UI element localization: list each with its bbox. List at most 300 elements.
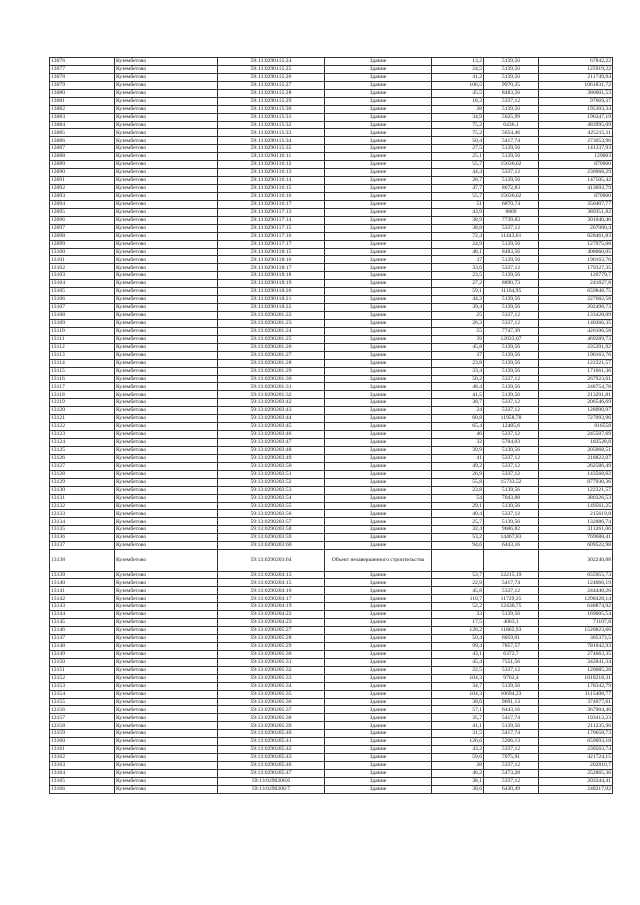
settlement-name: Кузембетово [115,343,218,351]
cadastral-value: 877930,36 [539,478,613,486]
settlement-name: Кузембетово [115,627,218,635]
area-value: 45,4 [432,658,484,666]
area-value: 94,6 [432,542,484,550]
object-type: Здание [325,415,432,423]
object-type: Здание [325,105,432,113]
unit-price: 5337,12 [484,462,539,470]
area-value: 23,8 [432,486,484,494]
table-row [50,666,613,674]
unit-price: 15636,62 [484,192,539,200]
unit-price: 5337,12 [484,169,539,177]
settlement-name: Кузембетово [115,682,218,690]
table-row [50,343,613,351]
unit-price: 5473,28 [484,769,539,777]
cadastral-number: 59:13:0290204:22 [218,611,325,619]
area-value: 57,1 [432,706,484,714]
cadastral-number: 59:13:0290117:13 [218,208,325,216]
table-row [50,698,613,706]
row-number: 13165 [50,777,115,785]
cadastral-number: 59:13:0290203:57 [218,518,325,526]
row-number: 13128 [50,470,115,478]
settlement-name: Кузембетово [115,407,218,415]
row-number: 13099 [50,240,115,248]
cadastral-value: 215619,8 [539,510,613,518]
unit-price: 5417,74 [484,714,539,722]
area-value: 72,4 [432,232,484,240]
unit-price: 7075,91 [484,754,539,762]
object-type: Здание [325,534,432,542]
area-value: 55 [432,327,484,335]
cadastral-number: 59:13:0290115:30 [218,105,325,113]
object-type: Здание [325,698,432,706]
row-number: 13138 [50,550,115,571]
object-type: Здание [325,754,432,762]
unit-price: 5337,12 [484,746,539,754]
object-type: Объект незавершенного строительства [325,550,432,571]
area-value: 46,2 [432,769,484,777]
area-value: 26,3 [432,319,484,327]
area-value: 32 [432,439,484,447]
object-type: Здание [325,650,432,658]
unit-price: 5139,56 [484,58,539,66]
settlement-name: Кузембетово [115,510,218,518]
row-number: 13097 [50,224,115,232]
settlement-name: Кузембетово [115,706,218,714]
cadastral-value: 769688,41 [539,534,613,542]
table-row [50,200,613,208]
row-number: 13087 [50,145,115,153]
unit-price: 7747,39 [484,327,539,335]
unit-price: 5139,56 [484,73,539,81]
cadastral-number: 59:13:0290117:15 [218,224,325,232]
cadastral-number: 59:13:0290116:15 [218,185,325,193]
cadastral-number: 59:13:0290203:43 [218,407,325,415]
cadastral-number: 59:13:0290201:30 [218,375,325,383]
table-row [50,97,613,105]
cadastral-number: 59:13:0290205:28 [218,635,325,643]
object-type: Здание [325,769,432,777]
row-number: 13091 [50,177,115,185]
object-type: Здание [325,777,432,785]
area-value: 55,7 [432,192,484,200]
row-number: 13147 [50,635,115,643]
table-row [50,785,613,793]
row-number: 13135 [50,526,115,534]
cadastral-value: 870960 [539,192,613,200]
cadastral-value: 169605,54 [539,611,613,619]
object-type: Здание [325,137,432,145]
area-value: 37 [432,256,484,264]
table-row [50,595,613,603]
settlement-name: Кузембетово [115,470,218,478]
cadastral-number: 59:13:0290204:13 [218,571,325,579]
area-value: 110,7 [432,595,484,603]
object-type: Здание [325,351,432,359]
table-row [50,335,613,343]
object-type: Здание [325,383,432,391]
row-number: 13129 [50,478,115,486]
unit-price: 11862,93 [484,627,539,635]
unit-price: 5417,74 [484,137,539,145]
settlement-name: Кузембетово [115,81,218,89]
table-row [50,415,613,423]
row-number: 13095 [50,208,115,216]
cadastral-number: 59:13:0290118:18 [218,272,325,280]
object-type: Здание [325,304,432,312]
object-type: Здание [325,145,432,153]
object-type: Здание [325,526,432,534]
cadastral-value: 425215,11 [539,129,613,137]
table-row [50,603,613,611]
table-row [50,407,613,415]
table-row [50,690,613,698]
settlement-name: Кузембетово [115,730,218,738]
cadastral-value: 248217,02 [539,785,613,793]
unit-price: 11729,25 [484,595,539,603]
unit-price: 5337,12 [484,319,539,327]
settlement-name: Кузембетово [115,296,218,304]
area-value: 38,6 [432,698,484,706]
settlement-name: Кузембетово [115,399,218,407]
row-number: 13107 [50,304,115,312]
cadastral-number: 59:13:0290203:49 [218,454,325,462]
settlement-name: Кузембетово [115,145,218,153]
cadastral-number: 59:13:0290201:27 [218,351,325,359]
area-value: 34,7 [432,682,484,690]
unit-price: 6430,49 [484,785,539,793]
object-type: Здание [325,706,432,714]
settlement-name: Кузембетово [115,97,218,105]
settlement-name: Кузембетово [115,722,218,730]
cadastral-value: 311261,06 [539,526,613,534]
settlement-name: Кузембетово [115,73,218,81]
cadastral-number: 59:13:0290203:47 [218,439,325,447]
settlement-name: Кузембетово [115,105,218,113]
cadastral-value: 211235,96 [539,722,613,730]
object-type: Здание [325,658,432,666]
cadastral-value: 245507,69 [539,431,613,439]
object-type: Здание [325,224,432,232]
settlement-name: Кузембетово [115,232,218,240]
unit-price: 5337,12 [484,510,539,518]
cadastral-number: 59:13:0290115:29 [218,97,325,105]
cadastral-value: 1298428,14 [539,595,613,603]
area-value: 32,4 [432,526,484,534]
cadastral-number: 59:13:0290205:37 [218,706,325,714]
object-type: Здание [325,642,432,650]
unit-price: 9691,13 [484,698,539,706]
object-type: Здание [325,185,432,193]
table-row [50,359,613,367]
table-row [50,746,613,754]
object-type: Здание [325,264,432,272]
object-type: Здание [325,454,432,462]
unit-price: 7857,57 [484,642,539,650]
settlement-name: Кузембетово [115,129,218,137]
table-row [50,192,613,200]
unit-price: 5139,56 [484,153,539,161]
table-row [50,714,613,722]
unit-price [484,550,539,571]
cadastral-number: 59:13:0290203:42 [218,399,325,407]
area-value: 75,2 [432,121,484,129]
cadastral-value: 128090,97 [539,407,613,415]
cadastral-number: 59:13:0290117:16 [218,232,325,240]
cadastral-value: 179327,35 [539,264,613,272]
cadastral-number: 59:13:0290203:50 [218,462,325,470]
object-type: Здание [325,153,432,161]
cadastral-number: 59:13:0290203:64 [218,550,325,571]
object-type: Здание [325,192,432,200]
cadastral-number: 59:13:0290203:54 [218,494,325,502]
unit-price: 5337,12 [484,264,539,272]
settlement-name: Кузембетово [115,391,218,399]
row-number: 13152 [50,674,115,682]
settlement-name: Кузембетово [115,58,218,66]
area-value: 52,2 [432,603,484,611]
table-row [50,446,613,454]
cadastral-value: 122321,57 [539,486,613,494]
area-value: 39 [432,335,484,343]
area-value: 75,2 [432,129,484,137]
table-row [50,280,613,288]
cadastral-value: 248754,78 [539,383,613,391]
cadastral-number: 59:13:0290203:53 [218,486,325,494]
settlement-name: Кузембетово [115,762,218,770]
area-value: 23,5 [432,272,484,280]
cadastral-number: 59:13:0290205:47 [218,769,325,777]
table-row [50,754,613,762]
settlement-name: Кузембетово [115,161,218,169]
property-table-body [50,58,613,794]
row-number: 13108 [50,312,115,320]
row-number: 13124 [50,439,115,447]
cadastral-number: 59:13:0290116:11 [218,153,325,161]
row-number: 13086 [50,137,115,145]
area-value: 106,5 [432,81,484,89]
cadastral-number: 59:13:0290206:6 [218,777,325,785]
row-number: 13111 [50,335,115,343]
object-type: Здание [325,611,432,619]
area-value: 38,8 [432,224,484,232]
row-number: 13101 [50,256,115,264]
area-value: 39,4 [432,304,484,312]
unit-price: 5139,56 [484,518,539,526]
unit-price: 5139,56 [484,296,539,304]
cadastral-number: 59:13:0290201:28 [218,359,325,367]
settlement-name: Кузембетово [115,611,218,619]
object-type: Здание [325,682,432,690]
area-value: 22,9 [432,579,484,587]
cadastral-number: 59:13:0290203:56 [218,510,325,518]
cadastral-number: 59:13:0290201:26 [218,343,325,351]
cadastral-value: 202498,73 [539,304,613,312]
cadastral-value: 124066,19 [539,579,613,587]
object-type: Здание [325,619,432,627]
object-type: Здание [325,518,432,526]
object-type: Здание [325,319,432,327]
cadastral-value: 141337,93 [539,145,613,153]
area-value: 104,3 [432,690,484,698]
table-row [50,762,613,770]
table-row [50,619,613,627]
area-value: 65,4 [432,423,484,431]
row-number: 13161 [50,746,115,754]
object-type: Здание [325,510,432,518]
cadastral-value: 389351,82 [539,208,613,216]
area-value: 33,6 [432,264,484,272]
area-value: 24,5 [432,65,484,73]
table-row [50,518,613,526]
cadastral-value: 202810,7 [539,762,613,770]
unit-price: 5139,56 [484,105,539,113]
table-row [50,494,613,502]
object-type: Здание [325,121,432,129]
row-number: 13119 [50,399,115,407]
unit-price: 5139,56 [484,486,539,494]
cadastral-number: 59:13:0290204:15 [218,579,325,587]
unit-price: 5337,12 [484,97,539,105]
settlement-name: Кузембетово [115,658,218,666]
row-number: 13153 [50,682,115,690]
object-type: Здание [325,746,432,754]
unit-price: 8890,73 [484,280,539,288]
cadastral-value: 781042,93 [539,642,613,650]
table-row [50,642,613,650]
unit-price: 5139,56 [484,351,539,359]
object-type: Здание [325,470,432,478]
unit-price: 5206,13 [484,738,539,746]
area-value: 126,6 [432,738,484,746]
cadastral-value: 609522,98 [539,542,613,550]
unit-price: 5139,56 [484,343,539,351]
table-row [50,777,613,785]
unit-price: 5337,12 [484,312,539,320]
object-type: Здание [325,730,432,738]
object-type: Здание [325,714,432,722]
area-value: 38,9 [432,216,484,224]
object-type: Здание [325,216,432,224]
settlement-name: Кузембетово [115,272,218,280]
area-value: 25,7 [432,518,484,526]
settlement-name: Кузембетово [115,431,218,439]
unit-price: 5337,12 [484,762,539,770]
unit-price: 15636,62 [484,161,539,169]
object-type: Здание [325,439,432,447]
cadastral-number: 59:13:0290118:16 [218,256,325,264]
cadastral-number: 59:13:0290205:34 [218,682,325,690]
table-row [50,470,613,478]
cadastral-value: 203344,41 [539,777,613,785]
area-value: 39,9 [432,446,484,454]
area-value: 41,5 [432,391,484,399]
object-type: Здание [325,478,432,486]
row-number: 13076 [50,58,115,66]
settlement-name: Кузембетово [115,650,218,658]
table-row [50,730,613,738]
table-row [50,534,613,542]
cadastral-number: 59:13:0290203:52 [218,478,325,486]
table-row [50,738,613,746]
cadastral-value: 244440,26 [539,587,613,595]
cadastral-value: 1520823,66 [539,627,613,635]
row-number: 13100 [50,248,115,256]
unit-price: 5625,99 [484,113,539,121]
cadastral-value: 133428,09 [539,312,613,320]
unit-price: 5704,03 [484,439,539,447]
area-value: 33,4 [432,367,484,375]
table-row [50,769,613,777]
unit-price: 14467,83 [484,534,539,542]
table-row [50,367,613,375]
table-row [50,502,613,510]
settlement-name: Кузембетово [115,208,218,216]
settlement-name: Кузембетово [115,240,218,248]
row-number: 13143 [50,603,115,611]
cadastral-value: 206546,69 [539,399,613,407]
unit-price: 5139,56 [484,359,539,367]
cadastral-value: 273053,96 [539,137,613,145]
area-value: 34,9 [432,113,484,121]
object-type: Здание [325,335,432,343]
cadastral-value: 190163,76 [539,256,613,264]
object-type: Здание [325,312,432,320]
object-type: Здание [325,587,432,595]
object-type: Здание [325,248,432,256]
row-number: 13081 [50,97,115,105]
settlement-name: Кузембетово [115,383,218,391]
area-value: 29,1 [432,502,484,510]
row-number: 13127 [50,462,115,470]
settlement-name: Кузембетово [115,280,218,288]
unit-price: 5417,74 [484,730,539,738]
area-value: 55,8 [432,478,484,486]
unit-price: 5139,56 [484,682,539,690]
cadastral-number: 59:13:0290118:22 [218,304,325,312]
object-type: Здание [325,486,432,494]
area-value: 27,5 [432,145,484,153]
row-number: 13092 [50,185,115,193]
table-row [50,611,613,619]
table-row [50,208,613,216]
cadastral-value: 196347,19 [539,113,613,121]
cadastral-value: 218822,07 [539,454,613,462]
object-type: Здание [325,722,432,730]
cadastral-value: 207080,4 [539,224,613,232]
table-row [50,579,613,587]
settlement-name: Кузембетово [115,415,218,423]
settlement-name: Кузембетово [115,312,218,320]
unit-price: 5337,12 [484,666,539,674]
cadastral-number: 59:13:0290201:32 [218,391,325,399]
cadastral-number: 59:13:0290115:33 [218,129,325,137]
cadastral-value: 659093,18 [539,738,613,746]
area-value: 28,7 [432,177,484,185]
cadastral-number: 59:13:0290203:48 [218,446,325,454]
area-value: 38,7 [432,399,484,407]
cadastral-value: 149561,25 [539,502,613,510]
object-type: Здание [325,200,432,208]
row-number: 13114 [50,359,115,367]
table-row [50,682,613,690]
unit-price: 5139,56 [484,502,539,510]
area-value: 50,4 [432,137,484,145]
row-number: 13132 [50,502,115,510]
table-row [50,248,613,256]
table-row [50,137,613,145]
cadastral-number: 59:13:0290115:25 [218,65,325,73]
area-value: 23,8 [432,359,484,367]
